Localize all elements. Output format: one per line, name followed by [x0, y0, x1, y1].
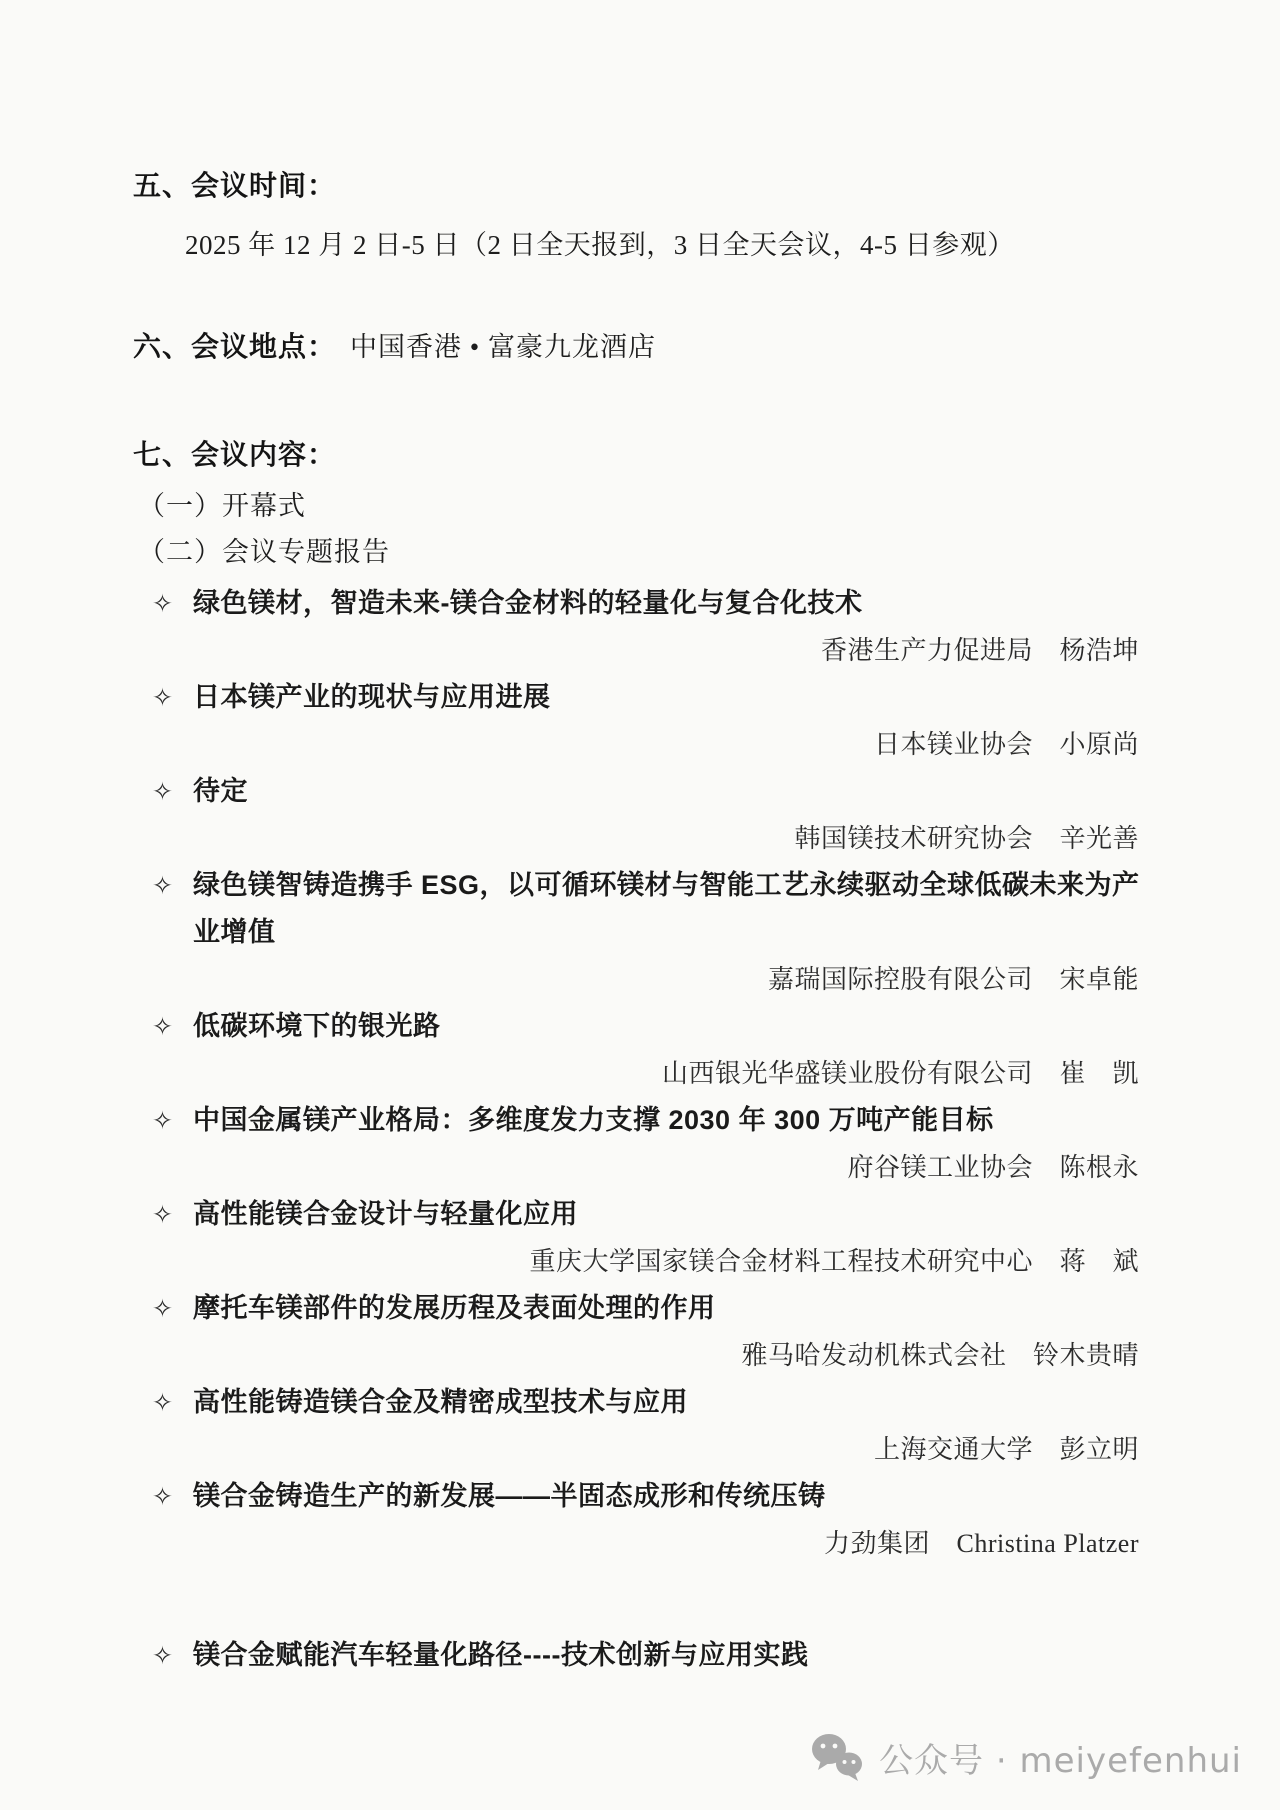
talk-item [133, 1003, 1145, 1097]
diamond-bullet-icon: ✧ [152, 1482, 173, 1511]
talk-item [133, 1097, 1145, 1191]
meeting-venue-heading: 六、会议地点： [133, 331, 337, 362]
diamond-bullet-icon: ✧ [152, 871, 173, 900]
wechat-watermark [809, 1732, 1242, 1782]
subsection-opening-ceremony: （一）开幕式 [138, 491, 306, 521]
talk-item [133, 1379, 1145, 1473]
talk-item [133, 768, 1145, 862]
diamond-bullet-icon: ✧ [152, 777, 173, 806]
talk-item [133, 862, 1145, 1003]
watermark-label: 公众号 · meiyefenhui [879, 1740, 1242, 1781]
talk-item [133, 1285, 1145, 1379]
talk-title: 低碳环境下的银光路 [193, 1011, 441, 1041]
talk-item [133, 580, 1145, 674]
talk-item [133, 674, 1145, 768]
talk-list [133, 580, 1145, 1679]
diamond-bullet-icon: ✧ [152, 1200, 173, 1229]
talk-title: 镁合金赋能汽车轻量化路径----技术创新与应用实践 [193, 1640, 809, 1670]
diamond-bullet-icon: ✧ [152, 589, 173, 618]
meeting-content-heading: 七、会议内容： [133, 439, 337, 470]
diamond-bullet-icon: ✧ [152, 683, 173, 712]
talk-title: 高性能铸造镁合金及精密成型技术与应用 [193, 1387, 688, 1417]
talk-speaker: 力劲集团 Christina Platzer [823, 1529, 1139, 1558]
section-meeting-venue [133, 328, 1145, 371]
wechat-icon [809, 1732, 865, 1782]
talk-title: 镁合金铸造生产的新发展——半固态成形和传统压铸 [193, 1481, 826, 1511]
talk-item [133, 1473, 1145, 1567]
talk-speaker: 韩国镁技术研究协会 辛光善 [794, 824, 1139, 853]
diamond-bullet-icon: ✧ [152, 1294, 173, 1323]
diamond-bullet-icon: ✧ [152, 1388, 173, 1417]
diamond-bullet-icon: ✧ [152, 1012, 173, 1041]
talk-title: 日本镁产业的现状与应用进展 [193, 682, 551, 712]
talk-item [133, 1632, 1145, 1679]
talk-title: 中国金属镁产业格局：多维度发力支撑 2030 年 300 万吨产能目标 [193, 1105, 994, 1135]
talk-title: 绿色镁材，智造未来-镁合金材料的轻量化与复合化技术 [193, 588, 863, 618]
diamond-bullet-icon: ✧ [152, 1641, 173, 1670]
subsection-keynote-reports: （二）会议专题报告 [138, 537, 390, 567]
meeting-time-detail: 2025 年 12 月 2 日-5 日（2 日全天报到，3 日全天会议，4-5 日参观） [185, 230, 1015, 260]
talk-title: 待定 [193, 776, 248, 806]
talk-speaker: 日本镁业协会 小原尚 [873, 730, 1139, 759]
meeting-venue-detail: 中国香港 • 富豪九龙酒店 [350, 332, 656, 362]
talk-speaker: 重庆大学国家镁合金材料工程技术研究中心 蒋 斌 [529, 1247, 1139, 1276]
talk-speaker: 山西银光华盛镁业股份有限公司 崔 凯 [661, 1059, 1139, 1088]
meeting-time-heading: 五、会议时间： [133, 170, 337, 201]
talk-title: 摩托车镁部件的发展历程及表面处理的作用 [193, 1293, 716, 1323]
talk-title: 高性能镁合金设计与轻量化应用 [193, 1199, 578, 1229]
section-meeting-time [133, 168, 1145, 264]
talk-speaker: 嘉瑞国际控股有限公司 宋卓能 [767, 965, 1139, 994]
talk-speaker: 上海交通大学 彭立明 [873, 1435, 1139, 1464]
talk-speaker: 香港生产力促进局 杨浩坤 [820, 636, 1139, 665]
talk-speaker: 府谷镁工业协会 陈根永 [847, 1153, 1139, 1182]
talk-title: 绿色镁智铸造携手 ESG，以可循环镁材与智能工艺永续驱动全球低碳未来为产业增值 [193, 870, 1140, 947]
talk-speaker: 雅马哈发动机株式会社 铃木贵晴 [741, 1341, 1139, 1370]
talk-item [133, 1191, 1145, 1285]
diamond-bullet-icon: ✧ [152, 1106, 173, 1135]
section-meeting-content [133, 437, 1145, 575]
